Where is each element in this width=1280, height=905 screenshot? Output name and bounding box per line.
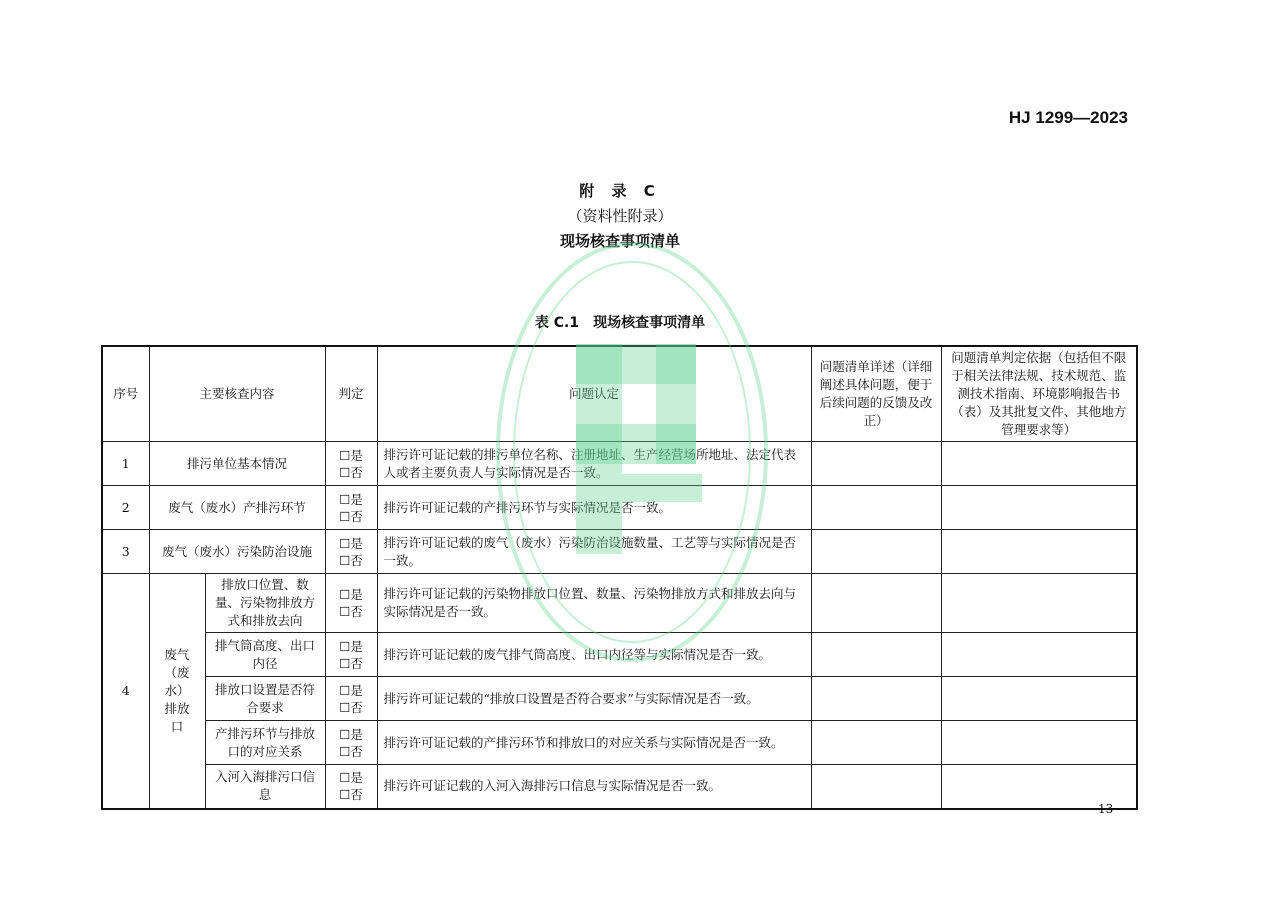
judge-yes-checkbox[interactable]: ☐是 [339, 447, 363, 463]
row-content: 废气（废水）污染防治设施 [149, 530, 325, 574]
judge-no-checkbox[interactable]: ☐否 [339, 604, 363, 619]
sub-item: 排放口设置是否符合要求 [205, 677, 325, 721]
standard-code: HJ 1299—2023 [1008, 108, 1128, 127]
table-row [102, 765, 1137, 809]
row-issue: 排污许可证记载的产排污环节与实际情况是否一致。 [377, 486, 811, 530]
row-content: 排污单位基本情况 [149, 442, 325, 486]
judge-yes-checkbox[interactable]: ☐是 [339, 491, 363, 507]
judge-yes-checkbox[interactable]: ☐是 [339, 726, 363, 742]
row-issue: 排污许可证记载的“排放口设置是否符合要求”与实际情况是否一致。 [377, 677, 811, 721]
judge-yes-checkbox[interactable]: ☐是 [339, 587, 363, 602]
detail-cell[interactable] [811, 486, 941, 530]
basis-cell[interactable] [941, 442, 1137, 486]
header-row [102, 346, 1137, 442]
row-issue: 排污许可证记载的废气（废水）污染防治设施数量、工艺等与实际情况是否一致。 [377, 530, 811, 574]
judge-yes-checkbox[interactable]: ☐是 [339, 535, 363, 551]
basis-cell[interactable] [941, 633, 1137, 677]
appendix-subtitle: （资料性附录） [567, 207, 673, 225]
basis-cell[interactable] [941, 486, 1137, 530]
row-seq: 4 [102, 574, 149, 809]
judge-no-checkbox[interactable]: ☐否 [339, 787, 363, 803]
table-row [102, 442, 1137, 486]
basis-cell[interactable] [941, 721, 1137, 765]
detail-cell[interactable] [811, 721, 941, 765]
row-issue: 排污许可证记载的入河入海排污口信息与实际情况是否一致。 [377, 765, 811, 809]
header-judge: 判定 [325, 346, 377, 442]
sub-item: 入河入海排污口信息 [205, 765, 325, 809]
judge-cell[interactable] [325, 530, 377, 574]
header-detail: 问题清单详述（详细阐述具体问题，便于后续问题的反馈及改正） [811, 346, 941, 442]
row-seq: 3 [102, 530, 149, 574]
detail-cell[interactable] [811, 530, 941, 574]
page-number: 13 [1098, 802, 1114, 816]
row-seq: 2 [102, 486, 149, 530]
judge-cell[interactable] [325, 677, 377, 721]
row-issue: 排污许可证记载的产排污环节和排放口的对应关系与实际情况是否一致。 [377, 721, 811, 765]
judge-cell[interactable] [325, 633, 377, 677]
table-row [102, 633, 1137, 677]
judge-cell[interactable] [325, 442, 377, 486]
inspection-table [101, 345, 1138, 810]
judge-cell[interactable] [325, 721, 377, 765]
row-issue: 排污许可证记载的排污单位名称、注册地址、生产经营场所地址、法定代表人或者主要负责人与实际情况是否一致。 [377, 442, 811, 486]
judge-cell[interactable] [325, 486, 377, 530]
category-cell: 废气（废水）排放口 [149, 574, 205, 809]
detail-cell[interactable] [811, 677, 941, 721]
appendix-name: 现场核查事项清单 [559, 232, 680, 250]
row-seq: 1 [102, 442, 149, 486]
basis-cell[interactable] [941, 530, 1137, 574]
basis-cell[interactable] [941, 677, 1137, 721]
table-row [102, 486, 1137, 530]
sub-item: 产排污环节与排放口的对应关系 [205, 721, 325, 765]
judge-no-checkbox[interactable]: ☐否 [339, 552, 363, 568]
judge-no-checkbox[interactable]: ☐否 [339, 464, 363, 480]
basis-cell[interactable] [941, 574, 1137, 633]
judge-cell[interactable] [325, 765, 377, 809]
header-issue: 问题认定 [377, 346, 811, 442]
judge-yes-checkbox[interactable]: ☐是 [339, 682, 363, 698]
table-row [102, 721, 1137, 765]
sub-item: 排放口位置、数量、污染物排放方式和排放去向 [205, 574, 325, 633]
judge-no-checkbox[interactable]: ☐否 [339, 699, 363, 715]
table-caption: 表 C.1 现场核查事项清单 [534, 315, 706, 331]
header-seq: 序号 [102, 346, 149, 442]
appendix-title: 附 录 C [579, 182, 661, 200]
detail-cell[interactable] [811, 633, 941, 677]
row-issue: 排污许可证记载的污染物排放口位置、数量、污染物排放方式和排放去向与实际情况是否一致。 [377, 574, 811, 633]
judge-yes-checkbox[interactable]: ☐是 [339, 770, 363, 786]
judge-yes-checkbox[interactable]: ☐是 [339, 638, 363, 654]
table-row [102, 677, 1137, 721]
header-basis: 问题清单判定依据（包括但不限于相关法律法规、技术规范、监测技术指南、环境影响报告书（表）及其批复文件、其他地方管理要求等） [941, 346, 1137, 442]
table-row [102, 574, 1137, 633]
table-row [102, 530, 1137, 574]
detail-cell[interactable] [811, 574, 941, 633]
detail-cell[interactable] [811, 765, 941, 809]
detail-cell[interactable] [811, 442, 941, 486]
judge-no-checkbox[interactable]: ☐否 [339, 655, 363, 671]
row-content: 废气（废水）产排污环节 [149, 486, 325, 530]
judge-cell[interactable] [325, 574, 377, 633]
judge-no-checkbox[interactable]: ☐否 [339, 508, 363, 524]
judge-no-checkbox[interactable]: ☐否 [339, 743, 363, 759]
header-content: 主要核查内容 [149, 346, 325, 442]
sub-item: 排气筒高度、出口内径 [205, 633, 325, 677]
row-issue: 排污许可证记载的废气排气筒高度、出口内径等与实际情况是否一致。 [377, 633, 811, 677]
